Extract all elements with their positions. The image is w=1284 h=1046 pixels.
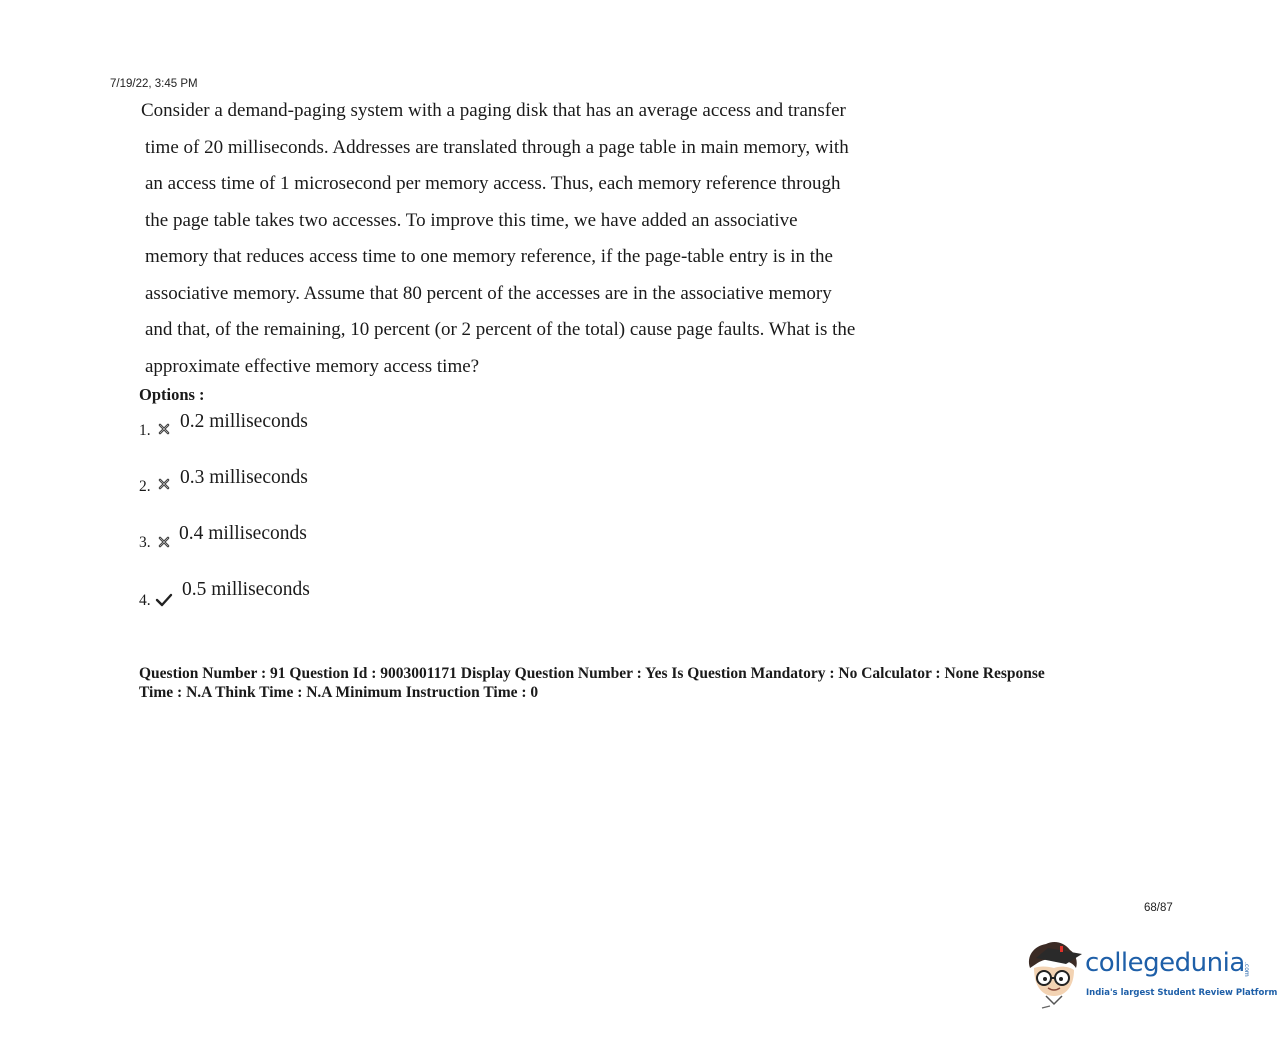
print-timestamp: 7/19/22, 3:45 PM xyxy=(110,78,198,90)
option-text: 0.2 milliseconds xyxy=(180,411,308,432)
option-number: 1. xyxy=(139,422,151,439)
option-text: 0.5 milliseconds xyxy=(182,579,310,600)
brand-name: collegedunia xyxy=(1085,948,1245,978)
option-number: 2. xyxy=(139,478,151,495)
cross-icon xyxy=(156,476,172,492)
question-line: Consider a demand-paging system with a paging disk that has an average access and transfer xyxy=(141,100,846,121)
question-line: memory that reduces access time to one memory reference, if the page-table entry is in the xyxy=(145,246,833,267)
question-line: time of 20 milliseconds. Addresses are translated through a page table in main memory, with xyxy=(145,136,849,158)
collegedunia-logo xyxy=(1024,938,1278,1010)
metadata-line: Question Number : 91 Question Id : 9003001171 Display Question Number : Yes Is Question Mandatory : No Calculator : None Response xyxy=(139,665,1045,682)
mascot-icon xyxy=(1024,938,1086,1010)
options-label: Options : xyxy=(139,385,205,404)
page-number: 68/87 xyxy=(1144,902,1173,914)
option-text: 0.3 milliseconds xyxy=(180,467,308,488)
option-text: 0.4 milliseconds xyxy=(179,523,307,544)
question-line: an access time of 1 microsecond per memory access. Thus, each memory reference through xyxy=(145,173,841,194)
question-line: the page table takes two accesses. To improve this time, we have added an associative xyxy=(145,209,798,231)
question-line: and that, of the remaining, 10 percent (or 2 percent of the total) cause page faults. What is the xyxy=(145,319,856,340)
check-icon xyxy=(155,592,173,608)
cross-icon xyxy=(156,421,172,437)
option-number: 4. xyxy=(139,592,151,609)
question-text xyxy=(141,93,941,385)
cross-icon xyxy=(156,534,172,550)
option-number: 3. xyxy=(139,534,151,551)
question-line: approximate effective memory access time? xyxy=(145,355,480,377)
brand-domain: .com xyxy=(1243,962,1250,977)
brand-tagline: India's largest Student Review Platform xyxy=(1086,988,1278,998)
question-metadata xyxy=(139,664,1139,702)
metadata-line: Time : N.A Think Time : N.A Minimum Instruction Time : 0 xyxy=(139,684,539,701)
question-line: associative memory. Assume that 80 percent of the accesses are in the associative memory xyxy=(145,282,832,304)
